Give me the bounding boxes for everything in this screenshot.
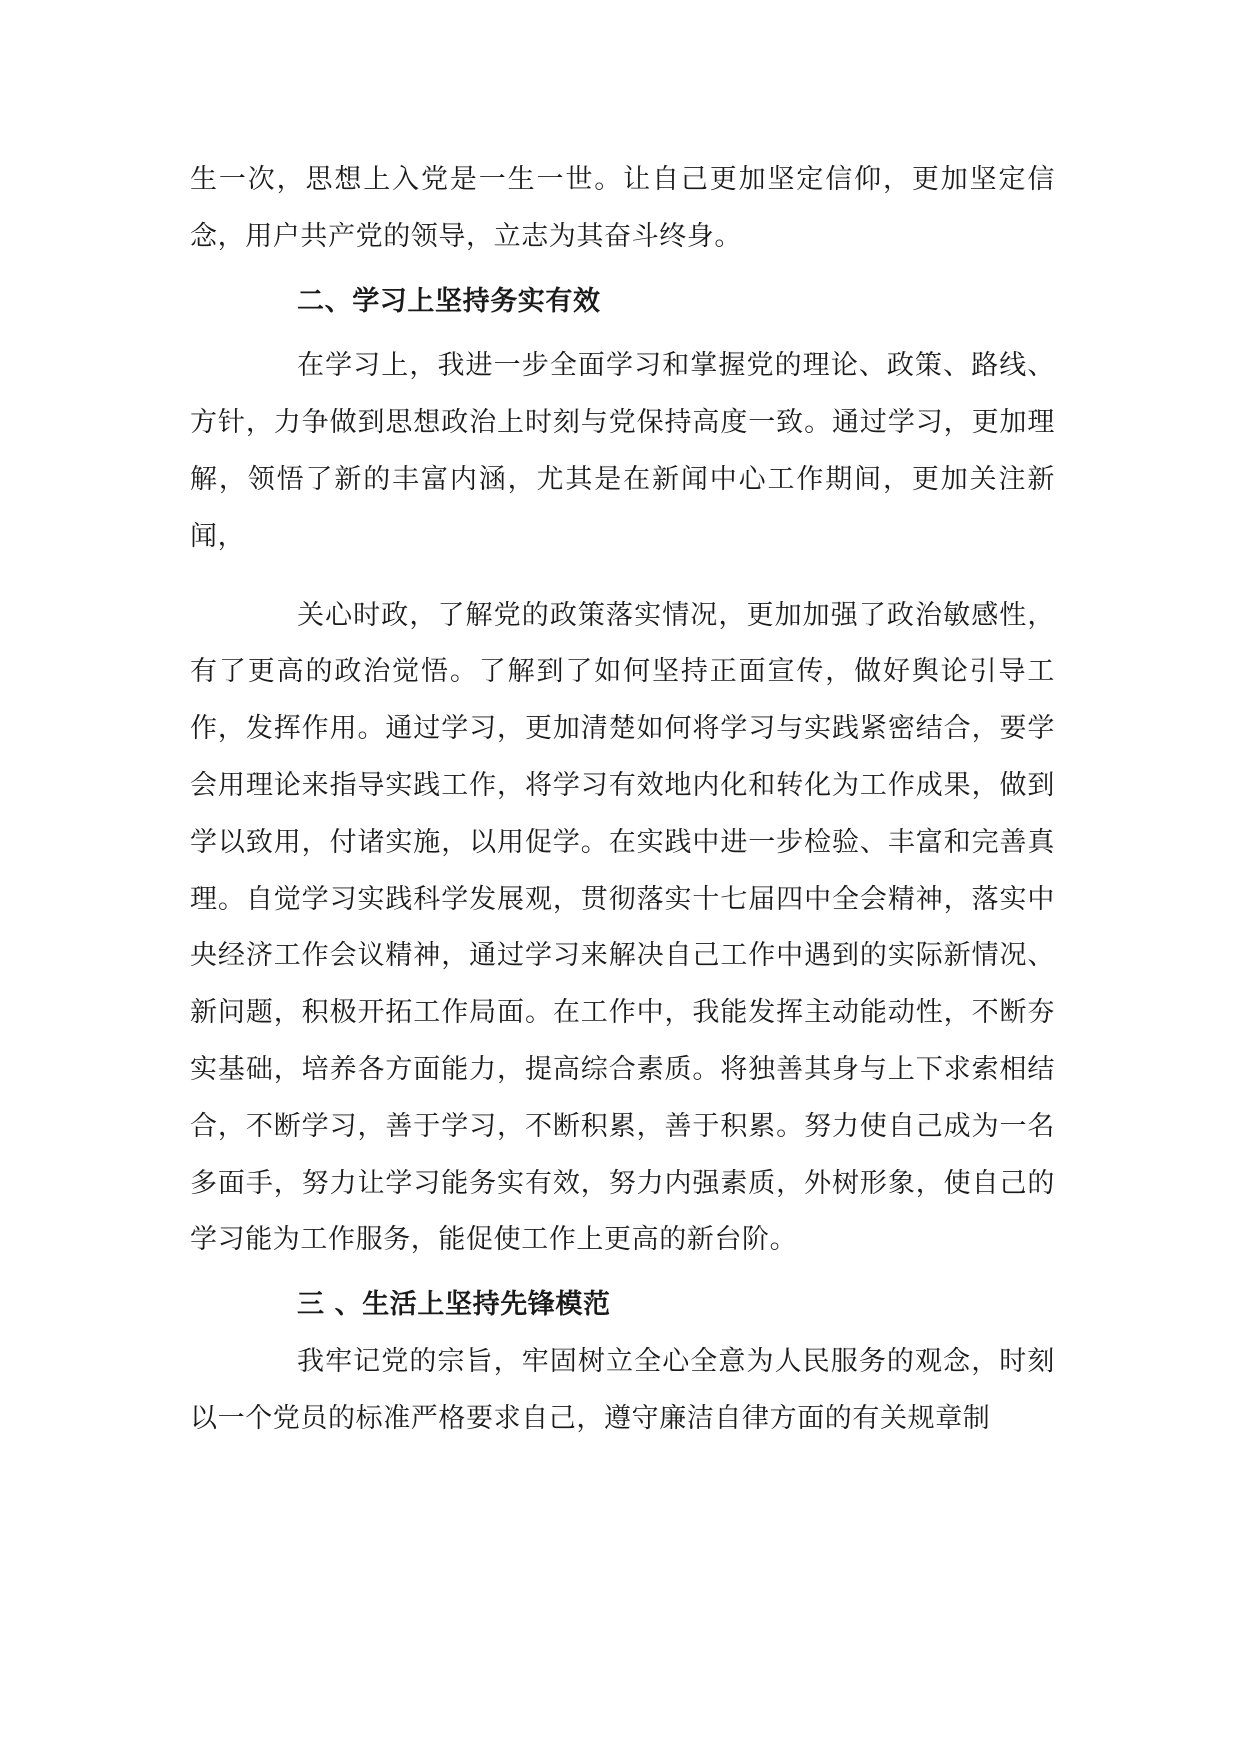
section-heading-life: 三 、生活上坚持先锋模范: [297, 1289, 611, 1321]
paragraph-study-detail: 关心时政，了解党的政策落实情况，更加加强了政治敏感性，有了更高的政治觉悟。了解到了如何坚持正面宣传，做好舆论引导工作，发挥作用。通过学习，更加清楚如何将学习与实践紧密结合，要学会用理论来指导实践工作，将学习有效地内化和转化为工作成果，做到学以致用，付诸实施，以用促学。在实践中进一步检验、丰富和完善真理。自觉学习实践科学发展观，贯彻落实十七届四中全会精神，落实中央经济工作会议精神，通过学习来解决自己工作中遇到的实际新情况、新问题，积极开拓工作局面。在工作中，我能发挥主动能动性，不断夯实基础，培养各方面能力，提高综合素质。将独善其身与上下求索相结合，不断学习，善于学习，不断积累，善于积累。努力使自己成为一名多面手，努力让学习能务实有效，努力内强素质，外树形象，使自己的学习能为工作服务，能促使工作上更高的新台阶。: [190, 599, 1055, 1256]
spacer: [190, 330, 1055, 338]
paragraph-continuation: 生一次，思想上入党是一生一世。让自己更加坚定信仰，更加坚定信念，用户共产党的领导，立志为其奋斗终身。: [190, 164, 1055, 252]
spacer: [190, 266, 1055, 274]
spacer: [190, 566, 1055, 588]
paragraph-life-intro: 我牢记党的宗旨，牢固树立全心全意为人民服务的观念，时刻以一个党员的标准严格要求自己，遵守廉洁自律方面的有关规章制: [190, 1345, 1055, 1434]
document-page: [190, 152, 1055, 1448]
spacer: [190, 1269, 1055, 1277]
section-heading-study: 二、学习上坚持务实有效: [297, 285, 601, 317]
paragraph-study-intro: 在学习上，我进一步全面学习和掌握党的理论、政策、路线、方针，力争做到思想政治上时刻与党保持高度一致。通过学习，更加理解，领悟了新的丰富内涵，尤其是在新闻中心工作期间，更加关注新闻，: [190, 350, 1055, 552]
